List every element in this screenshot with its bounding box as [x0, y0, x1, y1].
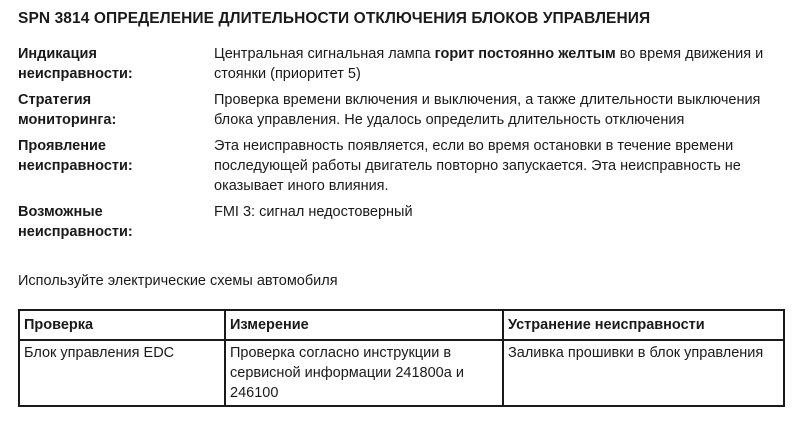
page-title: SPN 3814 ОПРЕДЕЛЕНИЕ ДЛИТЕЛЬНОСТИ ОТКЛЮЧЕНИЯ БЛОКОВ УПРАВЛЕНИЯ — [18, 10, 651, 27]
value-text: Центральная сигнальная лампа — [214, 46, 435, 62]
field-row-monitoring — [18, 90, 788, 130]
field-row-manifestation — [18, 136, 788, 196]
field-label-line: Индикация — [18, 46, 97, 62]
field-label-line: мониторинга: — [18, 112, 117, 128]
table-row — [19, 340, 784, 406]
field-row-possible-faults — [18, 202, 788, 242]
wiring-diagram-note: Используйте электрические схемы автомобиля — [18, 273, 338, 289]
field-label-manifestation — [18, 136, 214, 176]
column-header-fix: Устранение неисправности — [503, 310, 784, 340]
column-header-measure: Измерение — [225, 310, 503, 340]
field-label-indication — [18, 44, 214, 84]
field-label-line: Возможные — [18, 204, 103, 220]
field-value-possible-faults: FMI 3: сигнал недостоверный — [214, 204, 413, 220]
field-label-line: неисправности: — [18, 224, 133, 240]
field-value-monitoring: Проверка времени включения и выключения, а также длительности выключения блока управления. Не удалось определить длительность отключения — [214, 92, 761, 128]
field-label-possible-faults — [18, 202, 214, 242]
value-text: во время движения и стоянки (приоритет 5) — [214, 46, 764, 82]
field-value-manifestation: Эта неисправность появляется, если во время остановки в течение времени последующей работы двигатель повторно запускается. Эта неисправность не оказывает иного влияния. — [214, 138, 741, 194]
field-label-line: неисправности: — [18, 158, 133, 174]
field-label-line: неисправности: — [18, 66, 133, 82]
field-value-indication — [214, 44, 774, 84]
column-header-check: Проверка — [19, 310, 225, 340]
check-table — [18, 309, 785, 407]
cell-fix: Заливка прошивки в блок управления — [503, 340, 784, 406]
fault-fields — [18, 44, 788, 242]
cell-measure: Проверка согласно инструкции в сервисной информации 241800а и 246100 — [225, 340, 503, 406]
field-label-line: Проявление — [18, 138, 106, 154]
value-emphasis: горит постоянно желтым — [434, 46, 616, 62]
table-header-row — [19, 310, 784, 340]
field-row-indication — [18, 44, 788, 84]
field-label-monitoring — [18, 90, 214, 130]
cell-check: Блок управления EDC — [19, 340, 225, 406]
field-label-line: Стратегия — [18, 92, 92, 108]
